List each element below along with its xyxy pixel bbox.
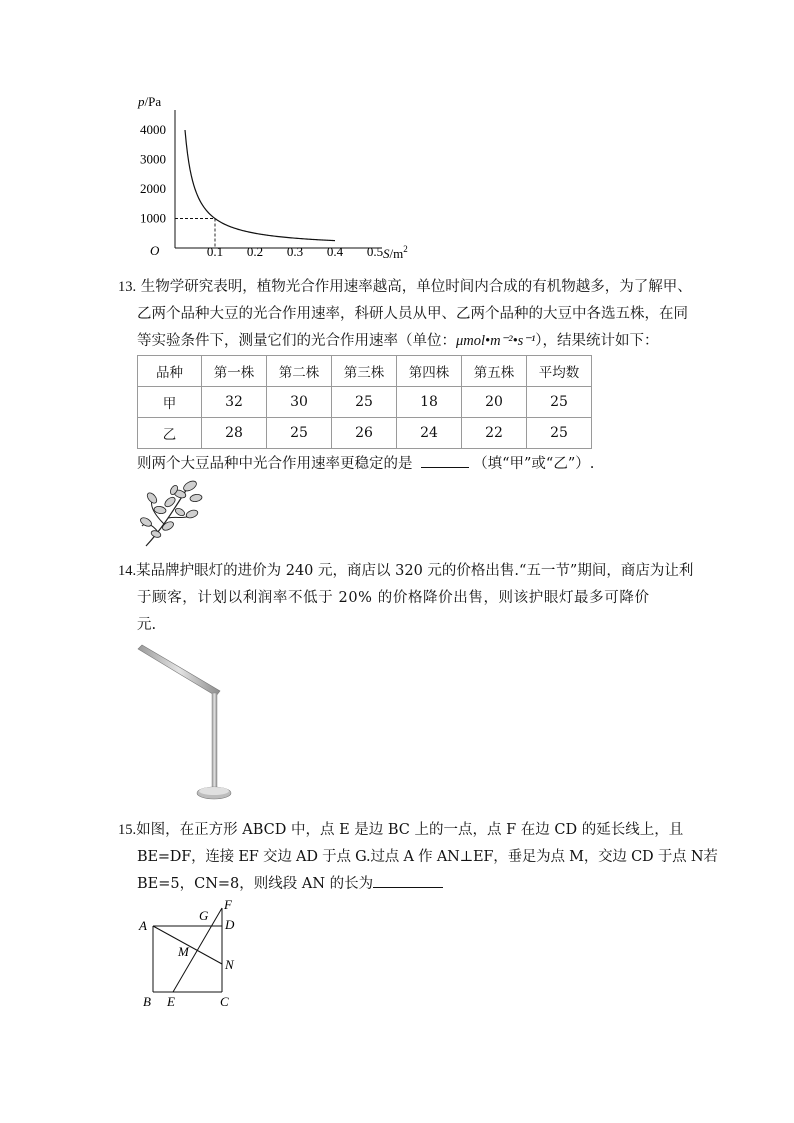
table-header-cell: 第一株 [202,356,267,387]
q13-text-1: 生物学研究表明，植物光合作用速率越高，单位时间内合成的有机物越多，为了解甲、 [140,279,692,295]
table-cell: 22 [462,418,527,449]
q15-number: 15. [118,822,137,838]
x-axis-label: $S/m^2$ [383,244,408,261]
x-tick-label: 0.1 [206,244,224,259]
label-D: D [225,917,235,932]
table-cell: 25 [332,387,397,418]
answer-blank[interactable] [421,467,469,468]
q15-line-2 [137,845,718,866]
q14-line-1 [118,559,693,580]
table-header-row [138,356,592,387]
q14-text-2: 于顾客，计划以利润率不低于 20% 的价格降价出售，则该护眼灯最多可降价 [137,590,650,606]
y-tick-label: 3000 [140,151,166,167]
table-cell: 28 [202,418,267,449]
table-cell: 25 [527,418,592,449]
x-tick-label: 0.2 [246,244,264,259]
q13-text-3a: 等实验条件下，测量它们的光合作用速率（单位： [137,333,456,349]
table-cell: 24 [397,418,462,449]
q13-text-2: 乙两个品种大豆的光合作用速率，科研人员从甲、乙两个品种的大豆中各选五株，在同 [137,306,688,322]
q13-question-text: 则两个大豆品种中光合作用速率更稳定的是 [137,456,413,472]
q14-line-2 [137,586,650,607]
table-header-cell: 第五株 [462,356,527,387]
x-tick-label: 0.3 [286,244,304,259]
x-tick-label: 0.4 [326,244,344,259]
y-tick-label: 1000 [140,210,166,226]
q15-text-2: BE=DF，连接 EF 交边 AD 于点 G.过点 A 作 AN⊥EF，垂足为点 M，交边 CD 于点 N若 [137,849,718,865]
table-cell: 25 [267,418,332,449]
table-cell: 18 [397,387,462,418]
table-cell: 32 [202,387,267,418]
q13-line-1 [118,275,692,296]
answer-blank[interactable] [373,887,443,888]
photosynthesis-table [137,355,592,449]
q15-line-1 [118,818,683,839]
table-header-cell: 平均数 [527,356,592,387]
desk-lamp-image [136,643,228,803]
table-header-cell: 品种 [138,356,202,387]
table-header-cell: 第二株 [267,356,332,387]
soybean-plant-image [140,476,206,548]
table-cell: 26 [332,418,397,449]
q15-text-1: 如图，在正方形 ABCD 中，点 E 是边 BC 上的一点，点 F 在边 CD 的延长线上，且 [136,822,684,838]
y-axis-label: p/Pa [138,94,162,109]
table-row [138,387,592,418]
y-tick-label: 2000 [140,181,166,196]
table-header-cell: 第三株 [332,356,397,387]
q13-line-2 [137,302,688,323]
q13-text-3b: ），结果统计如下： [535,333,659,349]
q13-number: 13. [118,279,137,295]
table-cell: 甲 [138,387,202,418]
table-row [138,418,592,449]
label-N: N [225,957,234,972]
origin-label: O [150,243,160,258]
q14-line-3 [137,613,156,634]
label-F: F [224,897,232,912]
label-E: E [167,994,175,1009]
square-geometry-figure [136,896,246,1010]
q14-number: 14. [118,563,137,579]
table-header-cell: 第四株 [397,356,462,387]
q13-line-3 [137,329,659,350]
x-tick-label: 0.5 [366,244,384,259]
q14-text-3: 元. [137,617,157,633]
table-cell: 30 [267,387,332,418]
q13-unit: μmol•m⁻²•s⁻¹ [456,333,536,349]
q13-question [137,452,594,473]
label-M: M [178,944,189,959]
q14-text-1: 某品牌护眼灯的进价为 240 元，商店以 320 元的价格出售.“五一节”期间，商店为让利 [136,563,694,579]
y-tick-label: 4000 [140,122,166,137]
label-G: G [199,908,209,923]
table-cell: 20 [462,387,527,418]
label-A: A [139,918,147,933]
label-C: C [220,994,229,1009]
table-cell: 25 [527,387,592,418]
q13-question-suffix: （填“甲”或“乙”）. [473,456,595,472]
label-B: B [143,994,151,1009]
q15-text-3: BE=5，CN=8，则线段 AN 的长为 [137,876,374,892]
table-cell: 乙 [138,418,202,449]
pressure-area-chart [130,88,408,266]
pressure-curve [185,130,335,241]
q15-line-3 [137,872,443,893]
